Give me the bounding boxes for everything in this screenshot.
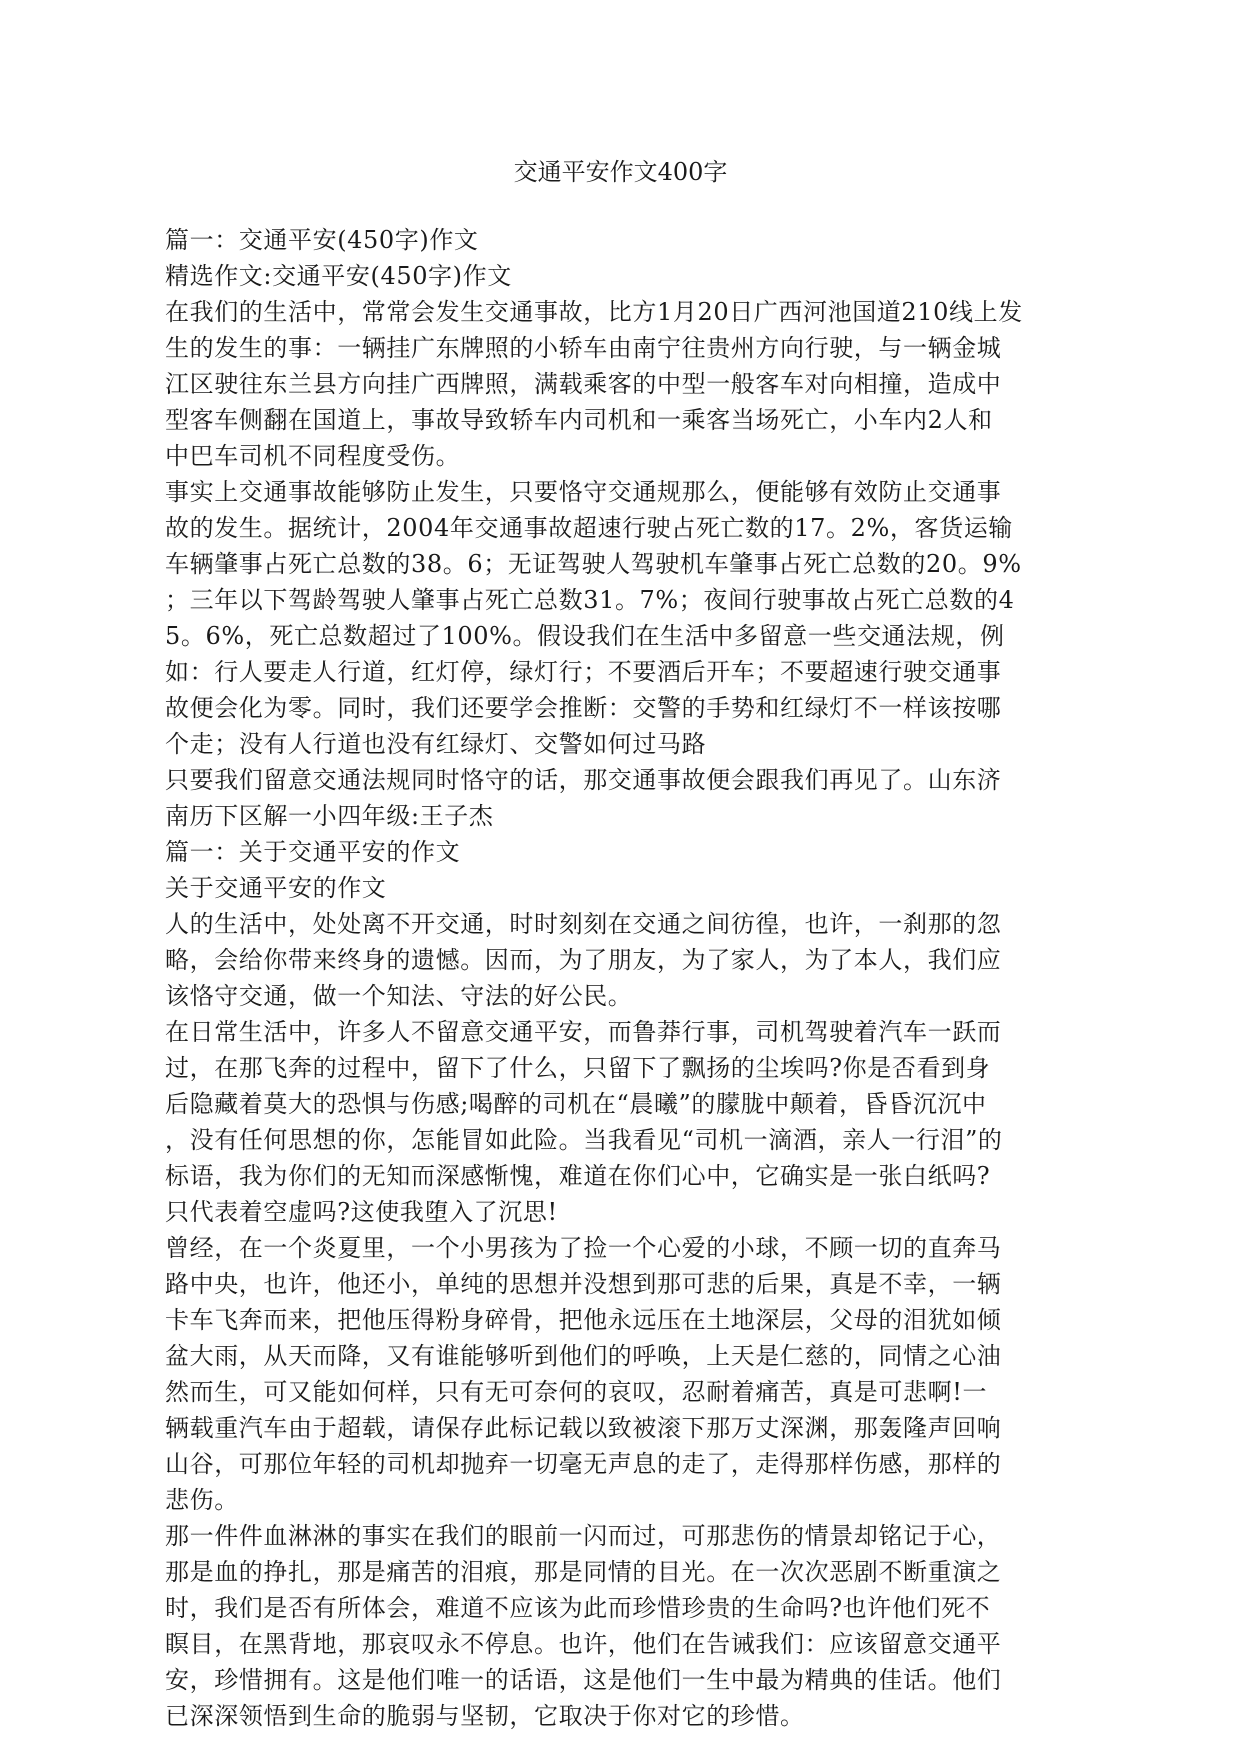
document-title: 交通平安作文400字 [513, 158, 728, 186]
text-line: 事实上交通事故能够防止发生，只要恪守交通规那么，便能够有效防止交通事 [165, 478, 1002, 506]
text-line: 生的发生的事：一辆挂广东牌照的小轿车由南宁往贵州方向行驶，与一辆金城 [165, 334, 1002, 362]
text-line: 车辆肇事占死亡总数的38。6；无证驾驶人驾驶机车肇事占死亡总数的20。9% [165, 550, 1022, 578]
text-line: 该恪守交通，做一个知法、守法的好公民。 [165, 982, 633, 1010]
text-line: 辆载重汽车由于超载，请保存此标记载以致被滚下那万丈深渊，那轰隆声回响 [165, 1414, 1002, 1442]
text-line: 过，在那飞奔的过程中，留下了什么，只留下了飘扬的尘埃吗?你是否看到身 [165, 1054, 991, 1082]
text-line: 时，我们是否有所体会，难道不应该为此而珍惜珍贵的生命吗?也许他们死不 [165, 1594, 991, 1622]
text-line: 卡车飞奔而来，把他压得粉身碎骨，把他永远压在土地深层，父母的泪犹如倾 [165, 1306, 1002, 1334]
text-line: 故的发生。据统计，2004年交通事故超速行驶占死亡数的17。2%，客货运输 [165, 514, 1013, 542]
text-line: 关于交通平安的作文 [165, 874, 387, 902]
text-line: 精选作文:交通平安(450字)作文 [165, 262, 512, 290]
text-line: 故便会化为零。同时，我们还要学会推断：交警的手势和红绿灯不一样该按哪 [165, 694, 1002, 722]
text-line: 瞑目，在黑背地，那哀叹永不停息。也许，他们在告诫我们：应该留意交通平 [165, 1630, 1002, 1658]
text-line: 标语，我为你们的无知而深感惭愧，难道在你们心中，它确实是一张白纸吗? [165, 1162, 991, 1190]
text-line: 只要我们留意交通法规同时恪守的话，那交通事故便会跟我们再见了。山东济 [165, 766, 1002, 794]
text-line: 只代表着空虚吗?这使我堕入了沉思! [165, 1198, 558, 1226]
text-line: 略，会给你带来终身的遗憾。因而，为了朋友，为了家人，为了本人，我们应 [165, 946, 1002, 974]
text-line: ；三年以下驾龄驾驶人肇事占死亡总数31。7%；夜间行驶事故占死亡总数的4 [165, 586, 1015, 614]
text-line: 中巴车司机不同程度受伤。 [165, 442, 461, 470]
text-line: 曾经，在一个炎夏里，一个小男孩为了捡一个心爱的小球，不顾一切的直奔马 [165, 1234, 1002, 1262]
text-line: 后隐藏着莫大的恐惧与伤感;喝醉的司机在“晨曦”的朦胧中颠着，昏昏沉沉中 [165, 1090, 987, 1118]
text-line: 那一件件血淋淋的事实在我们的眼前一闪而过，可那悲伤的情景却铭记于心， [165, 1522, 1002, 1550]
text-line: 人的生活中，处处离不开交通，时时刻刻在交通之间彷徨，也许，一刹那的忽 [165, 910, 1002, 938]
text-line: 篇一：交通平安(450字)作文 [165, 226, 479, 254]
text-line: 5。6%，死亡总数超过了100%。假设我们在生活中多留意一些交通法规，例 [165, 622, 1005, 650]
text-line: 悲伤。 [165, 1486, 239, 1514]
text-line: 路中央，也许，他还小，单纯的思想并没想到那可悲的后果，真是不幸，一辆 [165, 1270, 1002, 1298]
text-line: 如：行人要走人行道，红灯停，绿灯行；不要酒后开车；不要超速行驶交通事 [165, 658, 1002, 686]
text-line: ，没有任何思想的你，怎能冒如此险。当我看见“司机一滴酒，亲人一行泪”的 [165, 1126, 1003, 1154]
text-line: 安，珍惜拥有。这是他们唯一的话语，这是他们一生中最为精典的佳话。他们 [165, 1666, 1002, 1694]
text-line: 在日常生活中，许多人不留意交通平安，而鲁莽行事，司机驾驶着汽车一跃而 [165, 1018, 1002, 1046]
text-line: 个走；没有人行道也没有红绿灯、交警如何过马路 [165, 730, 707, 758]
text-line: 篇一：关于交通平安的作文 [165, 838, 461, 866]
text-line: 江区驶往东兰县方向挂广西牌照，满载乘客的中型一般客车对向相撞，造成中 [165, 370, 1002, 398]
text-line: 山谷，可那位年轻的司机却抛弃一切毫无声息的走了，走得那样伤感，那样的 [165, 1450, 1002, 1478]
text-line: 然而生，可又能如何样，只有无可奈何的哀叹，忍耐着痛苦，真是可悲啊!一 [165, 1378, 988, 1406]
text-line: 已深深领悟到生命的脆弱与坚韧，它取决于你对它的珍惜。 [165, 1702, 805, 1730]
text-line: 在我们的生活中，常常会发生交通事故，比方1月20日广西河池国道210线上发 [165, 298, 1023, 326]
text-line: 那是血的挣扎，那是痛苦的泪痕，那是同情的目光。在一次次恶剧不断重演之 [165, 1558, 1002, 1586]
text-line: 型客车侧翻在国道上，事故导致轿车内司机和一乘客当场死亡，小车内2人和 [165, 406, 993, 434]
document-body [165, 222, 1050, 1734]
text-line: 盆大雨，从天而降，又有谁能够听到他们的呼唤，上天是仁慈的，同情之心油 [165, 1342, 1002, 1370]
text-line: 南历下区解一小四年级:王子杰 [165, 802, 494, 830]
